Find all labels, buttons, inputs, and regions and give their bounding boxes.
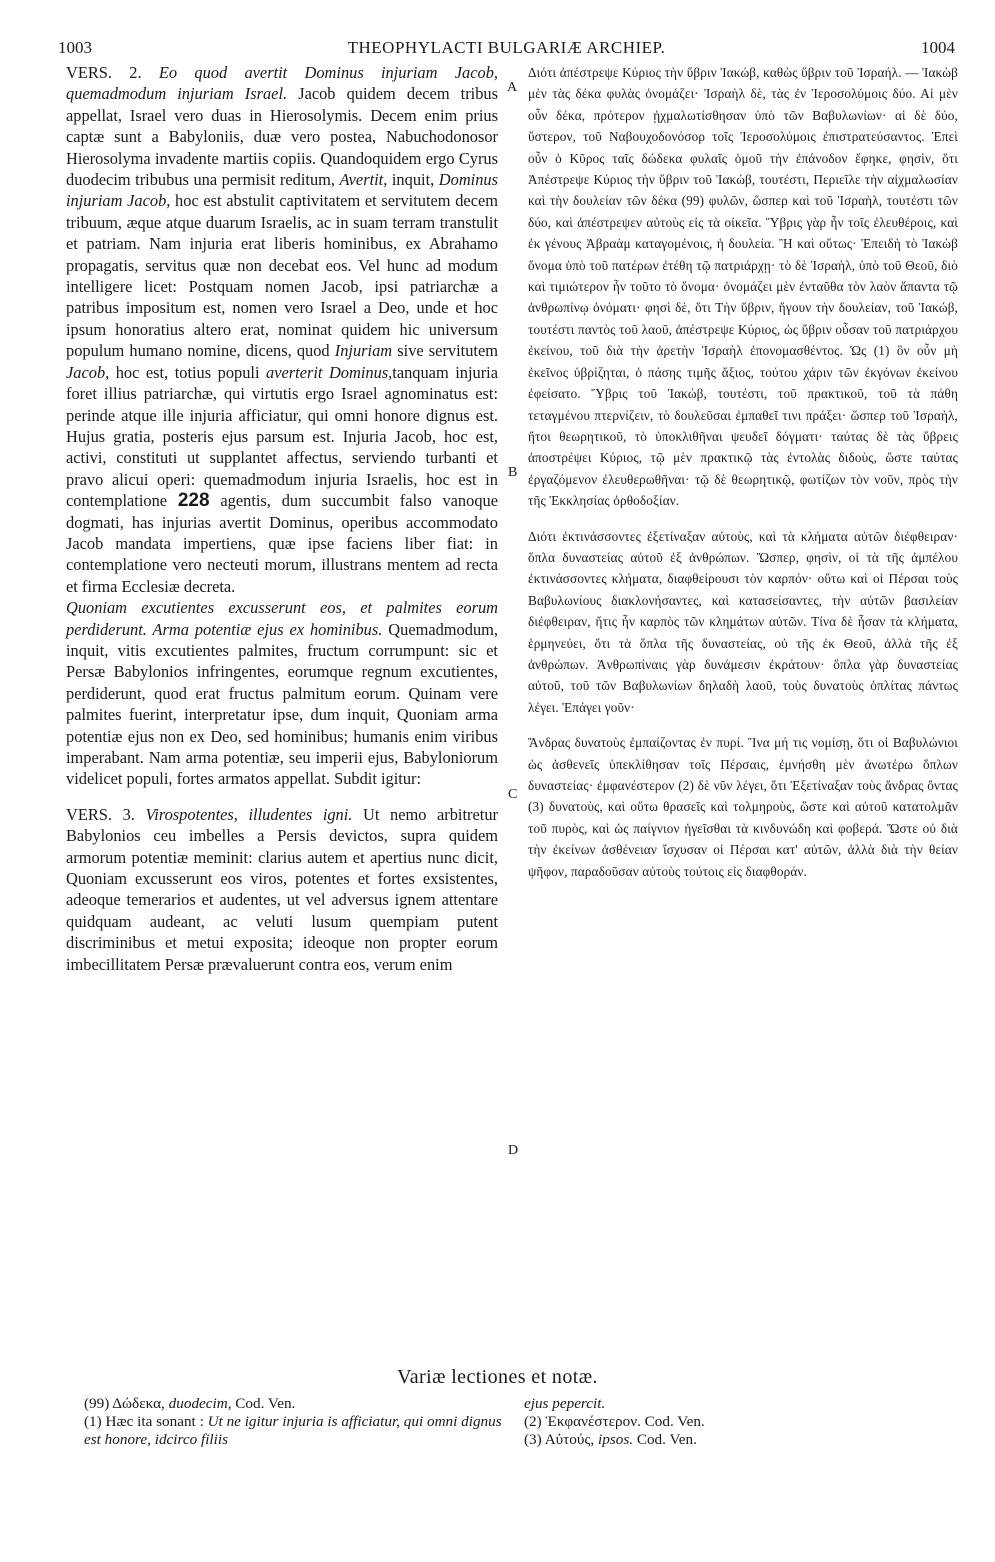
margin-letter-d: D xyxy=(508,1143,519,1158)
greek-paragraph-3: Ἄνδρας δυνατοὺς ἐμπαίζοντας ἐν πυρί. Ἵνα μή τις νομίσῃ, ὅτι οἱ Βαβυλώνιοι ὡς ἀσθενεῖς ὑπεκλίθησαν τοῖς Πέρσαις, ἐμνήσθη μὲν ἀνωτέρω ὅπλων δυναστείας· ἐμφανέστερον (2) δὲ νῦν λέγει, ὅτι Ἐξετίναξαν τοὺς ἄνδρας ὄντας (3) δυνατοὺς, καὶ οὕτω θρασεῖς καὶ τολμηροὺς, ὥστε καὶ αὐτοῦ κατατολμᾶν τοῦ πυρὸς, καὶ ὡς παίγνιον ἡγεῖσθαι τὰ κινδυνώδη καὶ φοβερά. Ὥστε οὐ διὰ τὴν ἐκείνων ἀσθένειαν ἴσχυσαν οἱ Πέρσαι κατ' αὐτῶν, ἀλλὰ διὰ τὴν θείαν ψῆφον, παραδοῦσαν αὐτοὺς τούτοις εἰς διαφθοράν. xyxy=(528,735,958,879)
lemma: Dominus injuriam Jacob, xyxy=(66,170,498,211)
footnote-1-continued xyxy=(524,1395,944,1413)
text: sive servitutem xyxy=(397,341,498,361)
footnotes-left xyxy=(84,1395,504,1449)
verse-label: VERS. 2. xyxy=(66,63,142,82)
footnote-italic: Ut ne igitur injuria is afficiatur, qui omni dignus est honore, idcirco filiis xyxy=(84,1413,502,1448)
margin-letter-a: A xyxy=(507,80,518,95)
running-title: THEOPHYLACTI BULGARIÆ ARCHIEP. xyxy=(347,38,666,57)
footnote-1 xyxy=(84,1413,504,1449)
footnote-greek: Δώδεκα, xyxy=(112,1395,165,1412)
margin-letter-c: C xyxy=(508,787,518,802)
latin-column xyxy=(66,62,498,975)
text: inquit, xyxy=(391,170,435,190)
text: tanquam injuria foret illius patriarchæ, qui virtutis ergo Israel agnominatus est: perinde atque ille injuria afficiatur, qui omni honore dignus est. Hujus gratia, posteris ejus parsum est. Injuria Jacob, hoc est, activi, constituti ut supplantet affectus, serviendo turbanti et pravo alicui operi: quemadmodum injuria Israelis, hoc est in contemplatione xyxy=(66,362,498,511)
text: hoc est, totius populi xyxy=(115,362,260,382)
footnote-99 xyxy=(84,1395,504,1413)
latin-paragraph-2 xyxy=(66,597,498,790)
margin-letter-b: B xyxy=(508,465,518,480)
latin-paragraph-1 xyxy=(66,62,498,597)
verse-label: VERS. 3. xyxy=(66,804,135,824)
page-number-left: 1003 xyxy=(58,38,92,57)
lemma: Avertit, xyxy=(339,170,388,190)
marginal-page-number: 228 xyxy=(177,490,210,512)
footnote-mark: (1) xyxy=(84,1413,102,1430)
footnotes-right xyxy=(524,1395,944,1449)
notes-heading: Variæ lectiones et notæ. xyxy=(397,1366,598,1388)
lemma: Jacob, xyxy=(66,362,110,382)
page-header xyxy=(58,38,955,62)
footnote-latin: ipsos. xyxy=(598,1431,634,1448)
footnote-text: Hæc ita sonant : xyxy=(105,1413,204,1430)
lemma: Quoniam excutientes excusserunt eos, et palmites eorum perdiderunt. Arma potentiæ ejus ex hominibus. xyxy=(66,598,498,639)
footnote-mark: (99) xyxy=(84,1395,110,1412)
text: Quemadmodum, inquit, vitis excutientes palmites, fructum corrumpunt: sic et Persæ Babylonios infringentes, eorumque regnum excutientes, perdiderunt, quod erat fructus palmitum eorum. Quinam vere palmites fuerint, interpretatur ipse, dum inquit, Quoniam arma potentiæ ejus non ex Deo, sed hominibus; humanis enim viribus imperabant. Nam arma potentiæ, seu imperii ejus, Babyloniorum videlicet populi, fortes armatos appellat. Subdit igitur: xyxy=(66,619,498,789)
text: Jacob quidem decem tribus appellat, Israel vero duas in Hierosolymis. Decem enim prius captæ sunt a Babyloniis, duæ vero postea, Nabuchodonosor Hierosolyma invadente martiis copiis. Quandoquidem ergo Cyrus duodecim tribubus una permisit reditum, xyxy=(66,84,498,190)
lemma: averterit Dominus, xyxy=(266,362,393,382)
page-number-right: 1004 xyxy=(921,38,955,57)
lemma: Injuriam xyxy=(334,341,393,361)
footnote-latin: duodecim, xyxy=(168,1395,232,1412)
footnote-2: (2) Ἐκφανέστερον. Cod. Ven. xyxy=(524,1413,705,1430)
text: hoc est abstulit captivitatem et servitutem decem tribuum, æque atque duarum Israelis, ac in suam terram transtulit et patriam. Nam injuria erat liberis hominibus, ex Abrahamo propagatis, servitus quæ non decebat eos. Vel hunc ad modum intelligere licet: Postquam nomen Jacob, ipsi patriarchæ a patribus impositum est, nomen vero Israel a Deo, unde et hoc ipsum honoratius altero erat, nominat quidem hic universum populum humano nomine, dicens, quod xyxy=(66,191,498,361)
text: agentis, dum succumbit falso vanoque dogmati, has injurias avertit Dominus, operibus accommodato Jacob mandata impertiens, quæ ipse faciens liber fiat: in contemplatione vero necteuti morum, illustrans mentem ad recta et firma Ecclesiæ decreta. xyxy=(66,491,498,596)
lemma: Virospotentes, illudentes igni. xyxy=(145,804,353,824)
greek-paragraph-1: Διότι ἀπέστρεψε Κύριος τὴν ὕβριν Ἰακώβ, καθὼς ὕβριν τοῦ Ἰσραήλ. — Ἰακὼβ μὲν τὰς δέκα φυλὰς ὀνομάζει· Ἰσραὴλ δὲ, τὰς ἐν Ἱεροσολύμοις δύο. Αἱ μὲν οὖν δέκα, πρότερον ᾐχμαλωτίσθησαν ὑπὸ τῶν Βαβυλωνίων· αἱ δὲ δύο, ὕστερον, τοῦ Ναβουχοδονόσορ τοῖς Ἱεροσολύμοις ἐπιστρατεύσαντος. Ἐπεὶ οὖν ὁ Κῦρος ταῖς δώδεκα φυλαῖς ὁμοῦ τὴν ἐπάνοδον ἔφηκε, φησὶν, ὅτι Ἀπέστρεψε Κύριος τὴν ὕβριν τοῦ Ἰακώβ, τουτέστι, Περιεῖλε τὴν αἰχμαλωσίαν καὶ τὴν δουλείαν τῶν δέκα (99) φυλῶν, ὥσπερ καὶ τοῦ Ἰσραὴλ, τουτέστι τῶν δύο, καὶ ἀπέστρεψεν αὐτοὺς εἰς τὰ οἰκεῖα. Ὕβρις γὰρ ἦν τοῖς ἐλευθέροις, καὶ ἐκ γένους Ἀβραὰμ καταγομένοις, ἡ δουλεία. Ἢ καὶ οὕτως· Ἐπειδὴ τὸ Ἰακὼβ ὄνομα ὑπὸ τοῦ πατέρων ἐτέθη τῷ πατριάρχῃ· τὸ δὲ Ἰσραὴλ, ὑπὸ τοῦ Θεοῦ, διὸ καὶ τιμιώτερον ἦν τοῦτο τὸ ὄνομα· ὀνομάζει μὲν ἐνταῦθα τὸν λαὸν ἅπαντα τῷ ἀνθρωπίνῳ ὀνόματι· φησὶ δὲ, ὅτι Τὴν ὕβριν, ἤγουν τὴν δουλείαν, τοῦ Ἰακώβ, τουτέστι παντὸς τοῦ λαοῦ, ἀπέστρεψε Κύριος, ὡς ὕβριν οὖσαν τοῦ πατριάρχου ἐκείνου, τοῦ διὰ τὴν ἀρετὴν Ἰσραὴλ ἐπονομασθέντος. Ὡς (1) ὃν οὖν μὴ ἐκεῖνος ὑβρίζηται, ὁ πάσης τιμῆς ἄξιος, τούτου χάριν τῶν ἐκγόνων ἐκείνου ἐφείσατο. Ὕβρις τοῦ Ἰακώβ, τουτέστι, τοῦ πρακτικοῦ, τοῦ τὰ πάθη τεταγμένου πτερνίζειν, τὸ δουλεῦσαι ἐμπαθεῖ τινι πράξει· ὥσπερ τοῦ Ἰσραὴλ, ἤτοι θεωρητικοῦ, τὸ ὑποκλιθῆναι ψευδεῖ δόγματι· ταύτας δὲ τὰς ὕβρεις ἀποστρέψει Κύριος, τῷ μὲν πρακτικῷ τὰς ἐντολὰς διδοὺς, ὥστε ταύτας ἐργαζόμενον ἐλευθερωθῆναι· τῷ δὲ θεωρητικῷ, φωτίζων τὸν νοῦν, πρὸς τὴν τῆς Ἐκκλησίας ὀρθοδοξίαν. xyxy=(528,65,958,509)
greek-paragraph-2: Διότι ἐκτινάσσοντες ἐξετίναξαν αὐτοὺς, καὶ τὰ κλήματα αὐτῶν διέφθειραν· ὅπλα δυναστείας αὐτοῦ ἐξ ἀνθρώπων. Ὥσπερ, φησὶν, οἱ τὰ τῆς ἀμπέλου ἐκτινάσσοντες κλήματα, διαφθείρουσι τὸν καρπόν· οὕτω καὶ οἱ Πέρσαι τοὺς Βαβυλωνίους διακλονήσαντες, καὶ κατασείσαντες, τὴν αὐτῶν βασιλείαν διέφθειραν, ἥτις ἦν καρπὸς τῶν κλημάτων αὐτῶν. Τίνα δὲ ἦσαν τὰ κλήματα, ἑρμηνεύει, ὅτι τὰ ὅπλα τῆς δυναστείας, οὐ τῆς ἐκ Θεοῦ, ἀλλὰ τῆς ἐξ ἀνθρώπων. Ἀνθρωπίναις γὰρ δυνάμεσιν ἐκράτουν· ὅπλα γὰρ δυναστείας αὐτοῦ, τοῦ τῶν Βαβυλωνίων δηλαδὴ λαοῦ, τοὺς δυνατοὺς ὁπλίτας πάντως λέγει. Ἐπάγει γοῦν· xyxy=(528,528,958,715)
footnote-mark: (3) xyxy=(524,1431,542,1448)
text: Ut nemo arbitretur Babylonios ceu imbelles a Persis devictos, supra quidem armorum potentiæ meminit: clarius autem et apertius nunc dicit, Quoniam excusserunt eos viros, potentes et fortes exsistentes, adeoque temerarios et audentes, ut vel adversus ignem attentare quidquam audeant, ac veluti lusum quempiam putent discriminibus et metui exposita; ideoque non propter eorum imbecillitatem Persæ prævaluerunt contra eos, verum enim xyxy=(66,804,498,974)
footnote-3 xyxy=(524,1431,944,1449)
latin-paragraph-3 xyxy=(66,804,498,975)
greek-column xyxy=(528,62,958,882)
footnote-italic: ejus pepercit. xyxy=(524,1395,606,1412)
footnote-source: Cod. Ven. xyxy=(636,1431,697,1448)
footnote-source: Cod. Ven. xyxy=(235,1395,296,1412)
footnote-greek: Αὐτούς, xyxy=(544,1431,595,1448)
lemma: Eo quod avertit Dominus injuriam Jacob, quemadmodum injuriam Israel. xyxy=(66,63,498,104)
